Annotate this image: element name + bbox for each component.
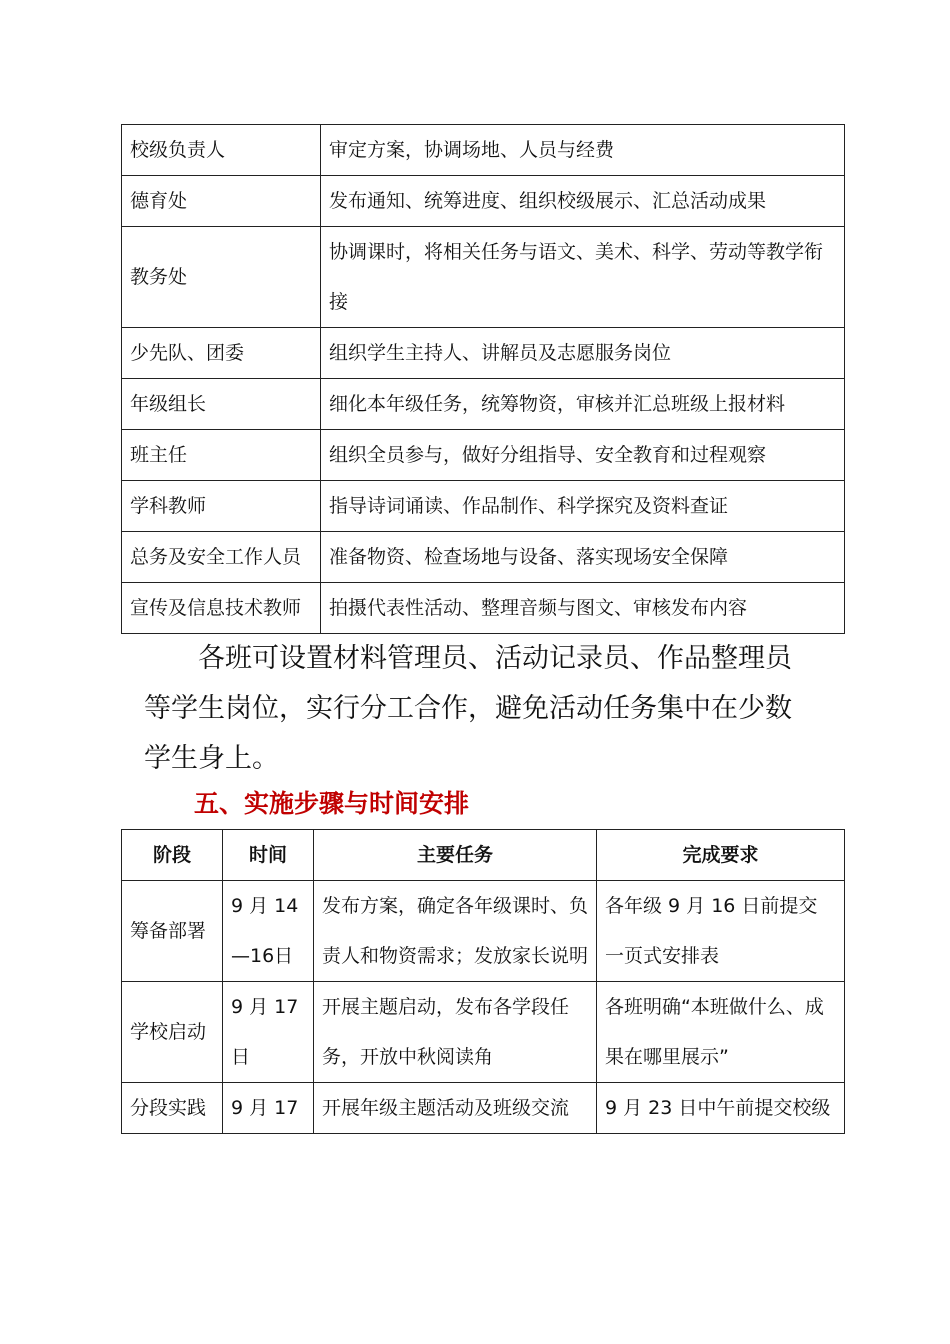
table-row [122, 379, 845, 430]
section-heading: 五、实施步骤与时间安排 [194, 789, 470, 818]
task-cell: 开展主题启动，发布各学段任务，开放中秋阅读角 [314, 982, 597, 1083]
table-row [122, 982, 845, 1083]
role-cell: 学科教师 [122, 481, 321, 532]
role-cell: 总务及安全工作人员 [122, 532, 321, 583]
task-cell: 准备物资、检查场地与设备、落实现场安全保障 [321, 532, 845, 583]
task-cell: 组织学生主持人、讲解员及志愿服务岗位 [321, 328, 845, 379]
time-cell: 9 月 17 日 [223, 982, 314, 1083]
role-cell: 教务处 [122, 227, 321, 328]
task-cell: 细化本年级任务，统筹物资，审核并汇总班级上报材料 [321, 379, 845, 430]
task-cell: 组织全员参与，做好分组指导、安全教育和过程观察 [321, 430, 845, 481]
requirement-cell: 各年级 9 月 16 日前提交一页式安排表 [597, 881, 845, 982]
column-header-stage: 阶段 [122, 830, 223, 881]
role-cell: 德育处 [122, 176, 321, 227]
task-cell: 指导诗词诵读、作品制作、科学探究及资料查证 [321, 481, 845, 532]
table-row [122, 532, 845, 583]
stage-cell: 学校启动 [122, 982, 223, 1083]
table-row [122, 176, 845, 227]
table-row [122, 881, 845, 982]
role-cell: 年级组长 [122, 379, 321, 430]
table-row [122, 481, 845, 532]
task-cell: 开展年级主题活动及班级交流 [314, 1083, 597, 1134]
task-cell: 发布方案，确定各年级课时、负责人和物资需求；发放家长说明 [314, 881, 597, 982]
role-cell: 宣传及信息技术教师 [122, 583, 321, 634]
task-cell: 发布通知、统筹进度、组织校级展示、汇总活动成果 [321, 176, 845, 227]
task-cell: 拍摄代表性活动、整理音频与图文、审核发布内容 [321, 583, 845, 634]
stage-cell: 分段实践 [122, 1083, 223, 1134]
roles-table [121, 124, 845, 634]
task-cell: 协调课时，将相关任务与语文、美术、科学、劳动等教学衔接 [321, 227, 845, 328]
requirement-cell: 9 月 23 日中午前提交校级 [597, 1083, 845, 1134]
schedule-table [121, 829, 845, 1134]
table-row [122, 430, 845, 481]
role-cell: 班主任 [122, 430, 321, 481]
requirement-cell: 各班明确“本班做什么、成果在哪里展示” [597, 982, 845, 1083]
header-row [122, 830, 845, 881]
table-row [122, 227, 845, 328]
column-header-requirement: 完成要求 [597, 830, 845, 881]
role-cell: 少先队、团委 [122, 328, 321, 379]
stage-cell: 筹备部署 [122, 881, 223, 982]
role-cell: 校级负责人 [122, 125, 321, 176]
table-row [122, 328, 845, 379]
time-cell: 9 月 14—16日 [223, 881, 314, 982]
column-header-task: 主要任务 [314, 830, 597, 881]
body-paragraph: 各班可设置材料管理员、活动记录员、作品整理员等学生岗位，实行分工合作，避免活动任务集中在少数学生身上。 [144, 643, 792, 774]
table-row [122, 1083, 845, 1134]
column-header-time: 时间 [223, 830, 314, 881]
task-cell: 审定方案，协调场地、人员与经费 [321, 125, 845, 176]
table-row [122, 583, 845, 634]
time-cell: 9 月 17 [223, 1083, 314, 1134]
table-row [122, 125, 845, 176]
